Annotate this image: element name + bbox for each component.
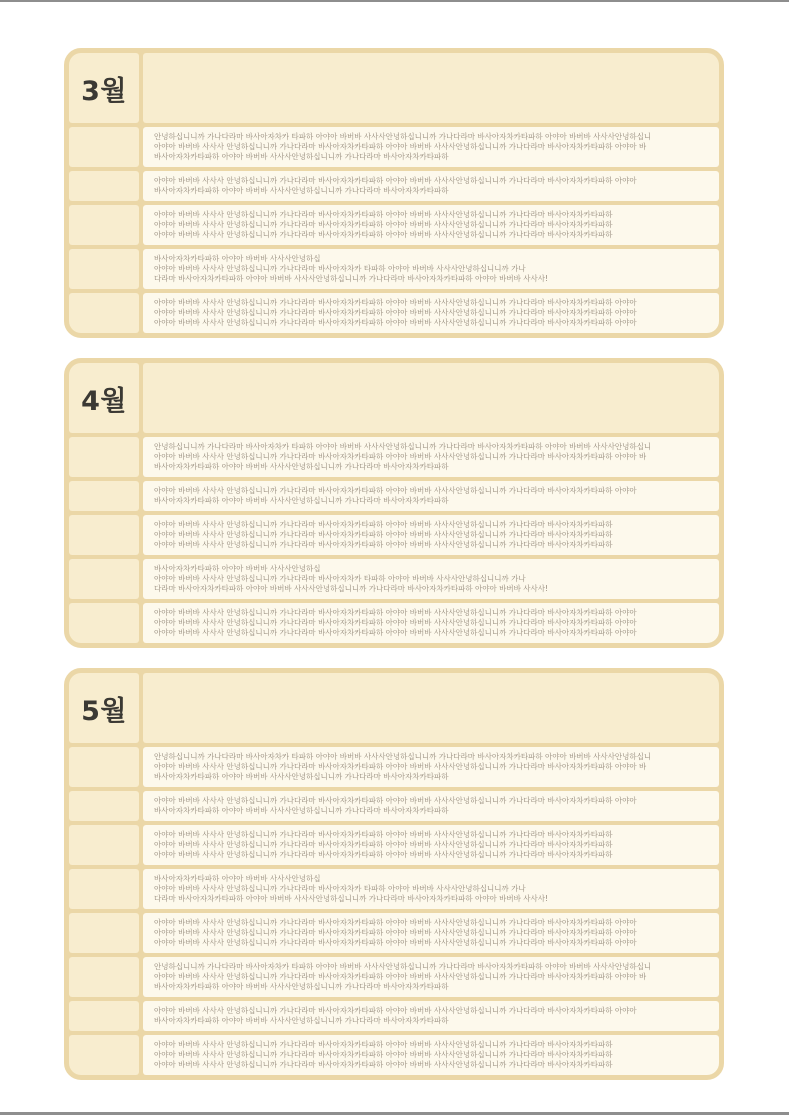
text-line: 바사아자차카타파하 아야아 바버바 사사사안녕하십니니까 가나다라마 바사아자차카타파하 xyxy=(154,982,449,991)
text-line: 아야아 바버바 사사사 안녕하십니니까 가나다라마 바사아자차카 타파하 아야아 바버바 사사사안녕하십니니까 가나 xyxy=(154,884,526,893)
text-line: 다라마 바사아자차카타파하 아야아 바버바 사사사안녕하십니니까 가나다라마 바사아자차카타파하 아야아 바버바 사사사! xyxy=(154,584,548,593)
text-line: 아야아 바버바 사사사 안녕하십니니까 가나다라마 바사아자차카타파하 아야아 바버바 사사사안녕하십니니까 가나다라마 바사아자차카타파하 아야아 xyxy=(154,176,637,185)
text-line: 아야아 바버바 사사사 안녕하십니니까 가나다라마 바사아자차카타파하 아야아 바버바 사사사안녕하십니니까 가나다라마 바사아자차카타파하 아야아 xyxy=(154,918,637,927)
table-row xyxy=(69,603,719,643)
table-row xyxy=(69,791,719,821)
month-header-content-cell xyxy=(143,363,719,433)
row-content-cell xyxy=(143,481,719,511)
table-row xyxy=(69,825,719,865)
month-table xyxy=(64,358,724,648)
text-line: 아야아 바버바 사사사 안녕하십니니까 가나다라마 바사아자차카타파하 아야아 바버바 사사사안녕하십니니까 가나다라마 바사아자차카타파하 아야아 xyxy=(154,928,637,937)
text-line: 안녕하십니니까 가나다라마 바사아자차카 타파하 아야아 바버바 사사사안녕하십니니까 가나다라마 바사아자차카타파하 아야아 바버바 사사사안녕하십니 xyxy=(154,442,652,451)
row-content-cell xyxy=(143,127,719,167)
table-row xyxy=(69,205,719,245)
text-line: 아야아 바버바 사사사 안녕하십니니까 가나다라마 바사아자차카타파하 아야아 바버바 사사사안녕하십니니까 가나다라마 바사아자차카타파하 xyxy=(154,520,613,529)
row-content-cell xyxy=(143,825,719,865)
row-label-cell xyxy=(69,249,139,289)
table-row xyxy=(69,481,719,511)
row-label-cell xyxy=(69,515,139,555)
text-line: 바사아자차카타파하 아야아 바버바 사사사안녕하십니니까 가나다라마 바사아자차카타파하 xyxy=(154,186,449,195)
row-label-cell xyxy=(69,559,139,599)
month-label: 4월 xyxy=(81,385,127,417)
table-row xyxy=(69,747,719,787)
text-line: 바사아자차카타파하 아야아 바버바 사사사안녕하십니니까 가나다라마 바사아자차카타파하 xyxy=(154,1016,449,1025)
row-label-cell xyxy=(69,1001,139,1031)
text-line: 바사아자차카타파하 아야아 바버바 사사사안녕하십니니까 가나다라마 바사아자차카타파하 xyxy=(154,496,449,505)
month-header-row xyxy=(69,673,719,743)
row-label-cell xyxy=(69,205,139,245)
row-label-cell xyxy=(69,825,139,865)
month-label-cell xyxy=(69,53,139,123)
month-label: 5월 xyxy=(81,695,127,727)
text-line: 아야아 바버바 사사사 안녕하십니니까 가나다라마 바사아자차카타파하 아야아 바버바 사사사안녕하십니니까 가나다라마 바사아자차카타파하 xyxy=(154,850,613,859)
row-label-cell xyxy=(69,603,139,643)
text-line: 바사아자차카타파하 아야아 바버바 사사사안녕하십 xyxy=(154,564,321,573)
row-content-cell xyxy=(143,205,719,245)
row-content-cell xyxy=(143,791,719,821)
text-line: 아야아 바버바 사사사 안녕하십니니까 가나다라마 바사아자차카타파하 아야아 바버바 사사사안녕하십니니까 가나다라마 바사아자차카타파하 아야아 xyxy=(154,938,637,947)
row-label-cell xyxy=(69,171,139,201)
text-line: 아야아 바버바 사사사 안녕하십니니까 가나다라마 바사아자차카타파하 아야아 바버바 사사사안녕하십니니까 가나다라마 바사아자차카타파하 xyxy=(154,1060,613,1069)
text-line: 아야아 바버바 사사사 안녕하십니니까 가나다라마 바사아자차카타파하 아야아 바버바 사사사안녕하십니니까 가나다라마 바사아자차카타파하 아야아 xyxy=(154,608,637,617)
row-label-cell xyxy=(69,437,139,477)
page-bottom-rule xyxy=(0,1112,789,1115)
month-header-content-cell xyxy=(143,53,719,123)
table-row xyxy=(69,171,719,201)
month-label: 3월 xyxy=(81,75,127,107)
month-header-row xyxy=(69,363,719,433)
table-row xyxy=(69,1035,719,1075)
text-line: 아야아 바버바 사사사 안녕하십니니까 가나다라마 바사아자차카타파하 아야아 바버바 사사사안녕하십니니까 가나다라마 바사아자차카타파하 아야아 xyxy=(154,308,637,317)
row-label-cell xyxy=(69,1035,139,1075)
text-line: 아야아 바버바 사사사 안녕하십니니까 가나다라마 바사아자차카타파하 아야아 바버바 사사사안녕하십니니까 가나다라마 바사아자차카타파하 아야아 xyxy=(154,628,637,637)
row-content-cell xyxy=(143,957,719,997)
table-row xyxy=(69,559,719,599)
table-row xyxy=(69,515,719,555)
text-line: 아야아 바버바 사사사 안녕하십니니까 가나다라마 바사아자차카타파하 아야아 바버바 사사사안녕하십니니까 가나다라마 바사아자차카타파하 아야아 바 xyxy=(154,972,647,981)
row-content-cell xyxy=(143,747,719,787)
row-content-cell xyxy=(143,869,719,909)
text-line: 아야아 바버바 사사사 안녕하십니니까 가나다라마 바사아자차카타파하 아야아 바버바 사사사안녕하십니니까 가나다라마 바사아자차카타파하 아야아 바 xyxy=(154,452,647,461)
row-content-cell xyxy=(143,293,719,333)
text-line: 아야아 바버바 사사사 안녕하십니니까 가나다라마 바사아자차카타파하 아야아 바버바 사사사안녕하십니니까 가나다라마 바사아자차카타파하 xyxy=(154,1040,613,1049)
table-row xyxy=(69,293,719,333)
row-label-cell xyxy=(69,957,139,997)
text-line: 아야아 바버바 사사사 안녕하십니니까 가나다라마 바사아자차카타파하 아야아 바버바 사사사안녕하십니니까 가나다라마 바사아자차카타파하 xyxy=(154,230,613,239)
row-content-cell xyxy=(143,1001,719,1031)
text-line: 아야아 바버바 사사사 안녕하십니니까 가나다라마 바사아자차카타파하 아야아 바버바 사사사안녕하십니니까 가나다라마 바사아자차카타파하 xyxy=(154,540,613,549)
month-label-cell xyxy=(69,673,139,743)
month-table xyxy=(64,668,724,1080)
text-line: 안녕하십니니까 가나다라마 바사아자차카 타파하 아야아 바버바 사사사안녕하십니니까 가나다라마 바사아자차카타파하 아야아 바버바 사사사안녕하십니 xyxy=(154,132,652,141)
text-line: 바사아자차카타파하 아야아 바버바 사사사안녕하십 xyxy=(154,254,321,263)
table-row xyxy=(69,249,719,289)
row-content-cell xyxy=(143,437,719,477)
row-content-cell xyxy=(143,1035,719,1075)
text-line: 안녕하십니니까 가나다라마 바사아자차카 타파하 아야아 바버바 사사사안녕하십니니까 가나다라마 바사아자차카타파하 아야아 바버바 사사사안녕하십니 xyxy=(154,962,652,971)
month-label-cell xyxy=(69,363,139,433)
text-line: 아야아 바버바 사사사 안녕하십니니까 가나다라마 바사아자차카타파하 아야아 바버바 사사사안녕하십니니까 가나다라마 바사아자차카타파하 xyxy=(154,840,613,849)
table-row xyxy=(69,1001,719,1031)
month-header-content-cell xyxy=(143,673,719,743)
row-content-cell xyxy=(143,249,719,289)
row-label-cell xyxy=(69,481,139,511)
text-line: 아야아 바버바 사사사 안녕하십니니까 가나다라마 바사아자차카타파하 아야아 바버바 사사사안녕하십니니까 가나다라마 바사아자차카타파하 아야아 xyxy=(154,298,637,307)
text-line: 아야아 바버바 사사사 안녕하십니니까 가나다라마 바사아자차카타파하 아야아 바버바 사사사안녕하십니니까 가나다라마 바사아자차카타파하 xyxy=(154,220,613,229)
text-line: 다라마 바사아자차카타파하 아야아 바버바 사사사안녕하십니니까 가나다라마 바사아자차카타파하 아야아 바버바 사사사! xyxy=(154,894,548,903)
row-label-cell xyxy=(69,791,139,821)
row-label-cell xyxy=(69,747,139,787)
text-line: 바사아자차카타파하 아야아 바버바 사사사안녕하십니니까 가나다라마 바사아자차카타파하 xyxy=(154,772,449,781)
text-line: 아야아 바버바 사사사 안녕하십니니까 가나다라마 바사아자차카타파하 아야아 바버바 사사사안녕하십니니까 가나다라마 바사아자차카타파하 xyxy=(154,210,613,219)
table-row xyxy=(69,869,719,909)
text-line: 아야아 바버바 사사사 안녕하십니니까 가나다라마 바사아자차카타파하 아야아 바버바 사사사안녕하십니니까 가나다라마 바사아자차카타파하 xyxy=(154,830,613,839)
row-label-cell xyxy=(69,127,139,167)
text-line: 아야아 바버바 사사사 안녕하십니니까 가나다라마 바사아자차카타파하 아야아 바버바 사사사안녕하십니니까 가나다라마 바사아자차카타파하 아야아 xyxy=(154,796,637,805)
table-row xyxy=(69,127,719,167)
row-content-cell xyxy=(143,515,719,555)
text-line: 안녕하십니니까 가나다라마 바사아자차카 타파하 아야아 바버바 사사사안녕하십니니까 가나다라마 바사아자차카타파하 아야아 바버바 사사사안녕하십니 xyxy=(154,752,652,761)
text-line: 아야아 바버바 사사사 안녕하십니니까 가나다라마 바사아자차카타파하 아야아 바버바 사사사안녕하십니니까 가나다라마 바사아자차카타파하 아야아 바 xyxy=(154,142,647,151)
text-line: 아야아 바버바 사사사 안녕하십니니까 가나다라마 바사아자차카 타파하 아야아 바버바 사사사안녕하십니니까 가나 xyxy=(154,264,526,273)
month-table xyxy=(64,48,724,338)
table-row xyxy=(69,957,719,997)
text-line: 아야아 바버바 사사사 안녕하십니니까 가나다라마 바사아자차카타파하 아야아 바버바 사사사안녕하십니니까 가나다라마 바사아자차카타파하 아야아 xyxy=(154,318,637,327)
table-row xyxy=(69,437,719,477)
row-content-cell xyxy=(143,559,719,599)
text-line: 아야아 바버바 사사사 안녕하십니니까 가나다라마 바사아자차카타파하 아야아 바버바 사사사안녕하십니니까 가나다라마 바사아자차카타파하 아야아 xyxy=(154,618,637,627)
row-content-cell xyxy=(143,913,719,953)
text-line: 바사아자차카타파하 아야아 바버바 사사사안녕하십니니까 가나다라마 바사아자차카타파하 xyxy=(154,806,449,815)
text-line: 바사아자차카타파하 아야아 바버바 사사사안녕하십 xyxy=(154,874,321,883)
row-label-cell xyxy=(69,913,139,953)
row-content-cell xyxy=(143,171,719,201)
text-line: 아야아 바버바 사사사 안녕하십니니까 가나다라마 바사아자차카타파하 아야아 바버바 사사사안녕하십니니까 가나다라마 바사아자차카타파하 xyxy=(154,530,613,539)
month-header-row xyxy=(69,53,719,123)
row-label-cell xyxy=(69,293,139,333)
table-row xyxy=(69,913,719,953)
text-line: 다라마 바사아자차카타파하 아야아 바버바 사사사안녕하십니니까 가나다라마 바사아자차카타파하 아야아 바버바 사사사! xyxy=(154,274,548,283)
document-body xyxy=(0,2,789,1080)
text-line: 아야아 바버바 사사사 안녕하십니니까 가나다라마 바사아자차카 타파하 아야아 바버바 사사사안녕하십니니까 가나 xyxy=(154,574,526,583)
text-line: 아야아 바버바 사사사 안녕하십니니까 가나다라마 바사아자차카타파하 아야아 바버바 사사사안녕하십니니까 가나다라마 바사아자차카타파하 아야아 xyxy=(154,1006,637,1015)
text-line: 바사아자차카타파하 아야아 바버바 사사사안녕하십니니까 가나다라마 바사아자차카타파하 xyxy=(154,462,449,471)
text-line: 아야아 바버바 사사사 안녕하십니니까 가나다라마 바사아자차카타파하 아야아 바버바 사사사안녕하십니니까 가나다라마 바사아자차카타파하 아야아 xyxy=(154,486,637,495)
row-label-cell xyxy=(69,869,139,909)
row-content-cell xyxy=(143,603,719,643)
text-line: 바사아자차카타파하 아야아 바버바 사사사안녕하십니니까 가나다라마 바사아자차카타파하 xyxy=(154,152,449,161)
text-line: 아야아 바버바 사사사 안녕하십니니까 가나다라마 바사아자차카타파하 아야아 바버바 사사사안녕하십니니까 가나다라마 바사아자차카타파하 xyxy=(154,1050,613,1059)
text-line: 아야아 바버바 사사사 안녕하십니니까 가나다라마 바사아자차카타파하 아야아 바버바 사사사안녕하십니니까 가나다라마 바사아자차카타파하 아야아 바 xyxy=(154,762,647,771)
